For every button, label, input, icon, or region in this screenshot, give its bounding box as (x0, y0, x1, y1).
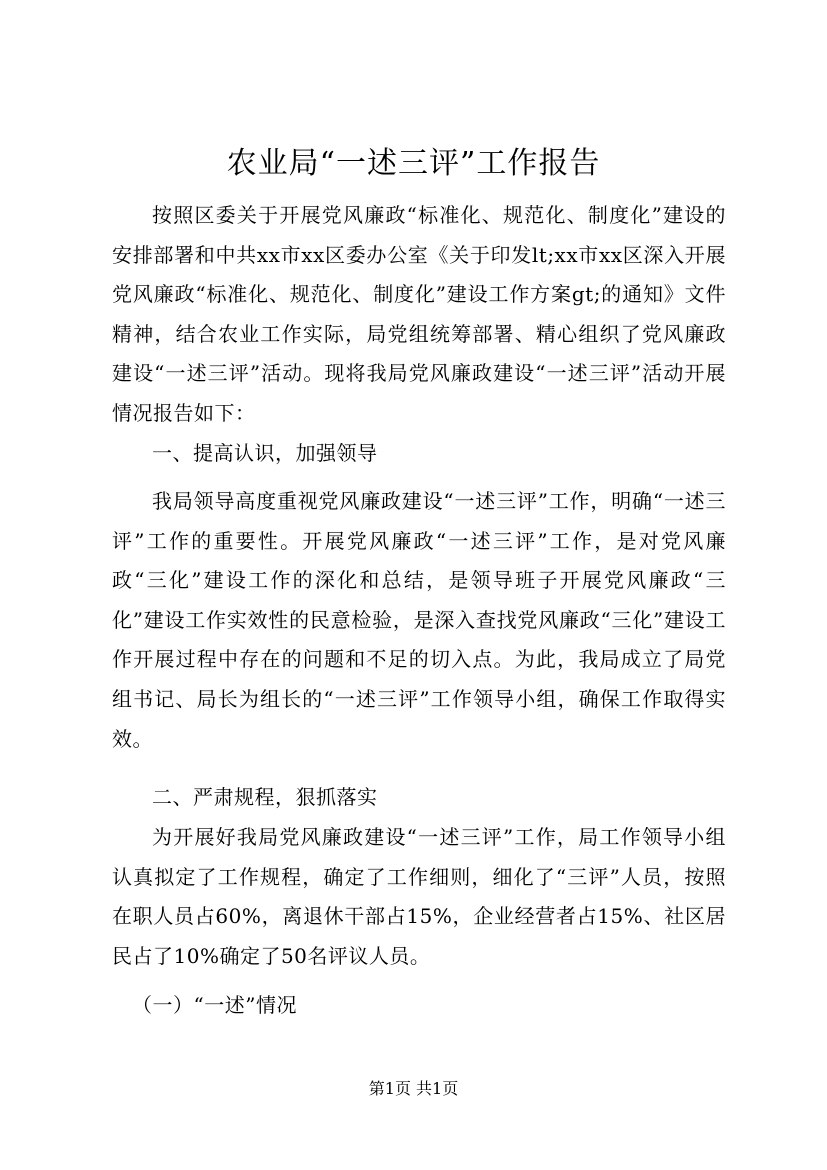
document-title: 农业局“一述三评”工作报告 (226, 146, 601, 181)
paragraph-body-1: 我局领导高度重视党风廉政建设“一述三评”工作，明确“一述三评”工作的重要性。开展党风廉政“一述三评”工作，是对党风廉政“三化”建设工作的深化和总结，是领导班子开展党风廉政“三化”建设工作实效性的民意检验，是深入查找党风廉政“三化”建设工作开展过程中存在的问题和不足的切入点。为此，我局成立了局党组书记、局长为组长的“一述三评”工作领导小组，确保工作取得实效。 (112, 489, 726, 751)
paragraph-body-2: 为开展好我局党风廉政建设“一述三评”工作，局工作领导小组认真拟定了工作规程，确定了工作细则，细化了“三评”人员，按照在职人员占60%，离退休干部占15%，企业经营者占15%、社区居民占了10%确定了50名评议人员。 (112, 825, 726, 968)
section-heading-1: 一、提高认识，加强领导 (152, 441, 378, 465)
page-footer: 第1页 共1页 (368, 1079, 459, 1098)
paragraph-intro: 按照区委关于开展党风廉政“标准化、规范化、制度化”建设的安排部署和中共xx市xx区委办公室《关于印发lt;xx市xx区深入开展党风廉政“标准化、规范化、制度化”建设工作方案gt;的通知》文件精神，结合农业工作实际，局党组统筹部署、精心组织了党风廉政建设“一述三评”活动。现将我局党风廉政建设“一述三评”活动开展情况报告如下： (112, 203, 726, 425)
subsection-heading-1: （一）“一述”情况 (132, 993, 297, 1017)
section-heading-2: 二、严肃规程，狠抓落实 (152, 785, 378, 809)
